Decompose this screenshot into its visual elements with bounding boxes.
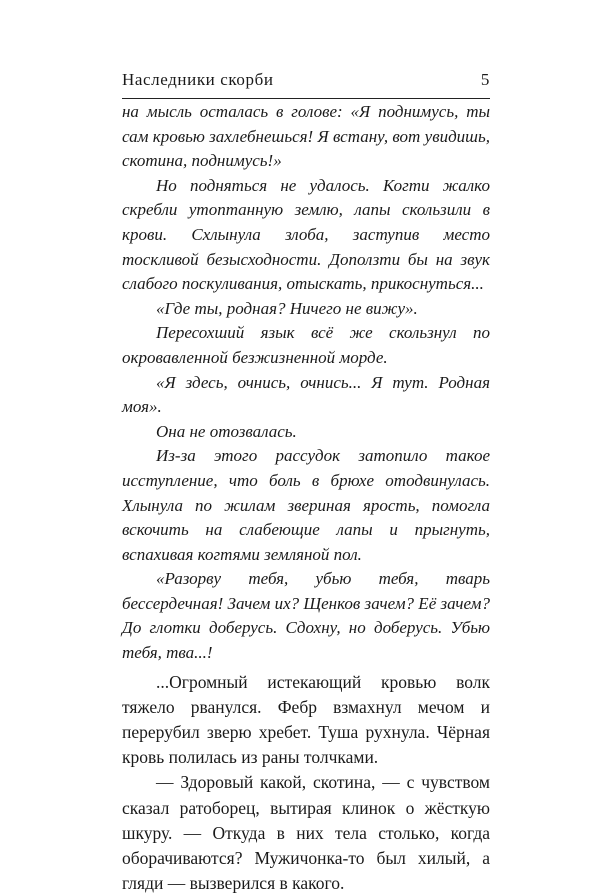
paragraph: Пересохший язык всё же скользнул по окровавленной безжизненной морде.: [122, 323, 490, 367]
header-rule: [122, 98, 490, 99]
page-number: 5: [480, 70, 490, 89]
running-header: [122, 70, 490, 90]
paragraph: «Где ты, родная? Ничего не вижу».: [156, 298, 418, 318]
paragraph: Но подняться не удалось. Когти жалко скребли утоптанную землю, лапы скользили в крови. Схлынула злоба, заступив место тоскливой безысходности. Доползти бы на звук слабого поскуливания, отыскать, прикоснуться...: [122, 175, 490, 294]
paragraph: «Я здесь, очнись, очнись... Я тут. Родная моя».: [122, 372, 490, 417]
paragraph: Из-за этого рассудок затопило такое исступление, что боль в брюхе отодвинулась. Хлынула по жилам звериная ярость, помогла вскочить на слабеющие лапы и прыгнуть, вспахивая когтями земляной пол.: [122, 446, 490, 564]
paragraph: ...Огромный истекающий кровью волк тяжело рванулся. Фебр взмахнул мечом и перерубил зверю хребет. Туша рухнула. Чёрная кровь полилась из раны толчками.: [122, 671, 490, 768]
running-title: Наследники скорби: [122, 70, 274, 89]
paragraph: Она не отозвалась.: [156, 421, 297, 441]
paragraph: «Разорву тебя, убью тебя, тварь бессердечная! Зачем их? Щенков зачем? Её зачем? До глотки доберусь. Сдохну, но доберусь. Убью тебя, тва...!: [122, 569, 490, 663]
page-body: [122, 100, 490, 896]
paragraph: — Здоровый какой, скотина, — с чувством сказал ратоборец, вытирая клинок о жёсткую шкуру. — Откуда в них тела столько, когда оборачиваются? Мужичонка-то был хилый, а гляди — вызверился в какого.: [122, 772, 490, 894]
paragraph: на мысль осталась в голове: «Я поднимусь, ты сам кровью захлебнешься! Я встану, вот увидишь, скотина, поднимусь!»: [122, 102, 490, 171]
